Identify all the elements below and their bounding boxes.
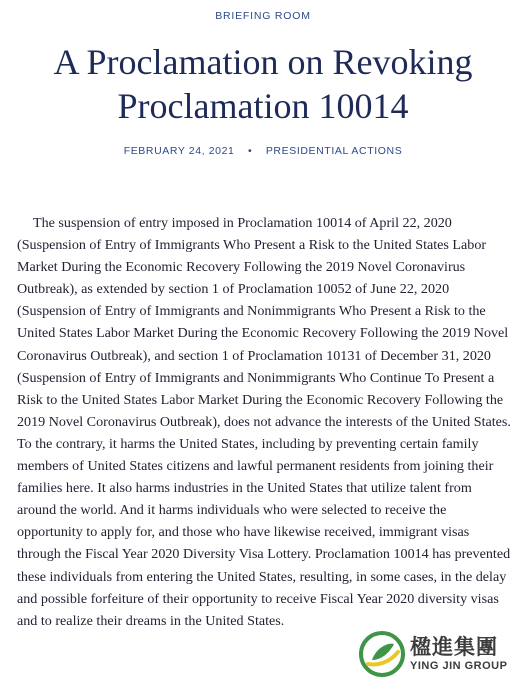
title-line-2: Proclamation 10014 [117, 86, 409, 126]
watermark-logo [358, 626, 520, 682]
briefing-room-link[interactable]: BRIEFING ROOM [215, 10, 311, 22]
watermark-text [410, 635, 507, 673]
article-meta [0, 145, 526, 157]
yingjin-logo-icon [358, 630, 406, 678]
title-line-1: A Proclamation on Revoking [53, 42, 473, 82]
category-link[interactable]: PRESIDENTIAL ACTIONS [265, 145, 403, 157]
page-title [0, 40, 526, 128]
meta-separator: • [248, 145, 253, 157]
watermark-chinese: 楹進集團 [410, 634, 498, 659]
publish-date: FEBRUARY 24, 2021 [123, 145, 235, 157]
article-body-paragraph: The suspension of entry imposed in Proclamation 10014 of April 22, 2020 (Suspension of Entry of Immigrants Who Present a Risk to the United States Labor Market During the Economic Recovery Following the 2019 Novel Coronavirus Outbreak), as extended by section 1 of Proclamation 10052 of June 22, 2020 (Suspension of Entry of Immigrants and Nonimmigrants Who Present a Risk to the United States Labor Market During the Economic Recovery Following the 2019 Novel Coronavirus Outbreak), and section 1 of Proclamation 10131 of December 31, 2020 (Suspension of Entry of Immigrants and Nonimmigrants Who Continue To Present a Risk to the United States Labor Market During the Economic Recovery Following the 2019 Novel Coronavirus Outbreak), does not advance the interests of the United States. To the contrary, it harms the United States, including by preventing certain family members of United States citizens and lawful permanent residents from joining their families here. It also harms industries in the United States that utilize talent from around the world. And it harms individuals who were selected to receive the opportunity to apply for, and those who have likewise received, immigrant visas through the Fiscal Year 2020 Diversity Visa Lottery. Proclamation 10014 has prevented these individuals from entering the United States, resulting, in some cases, in the delay and possible forfeiture of their opportunity to receive Fiscal Year 2020 diversity visas and to realize their dreams in the United States. [17, 215, 511, 629]
watermark-english: YING JIN GROUP [410, 660, 508, 672]
